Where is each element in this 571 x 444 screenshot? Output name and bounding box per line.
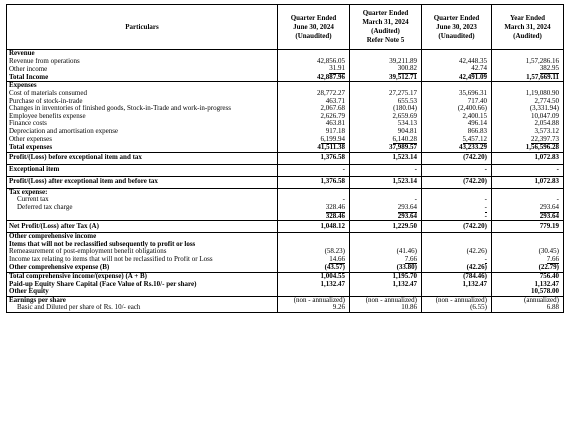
- row-value-col4: [492, 264, 564, 272]
- row-label: Purchase of stock-in-trade: [7, 98, 278, 106]
- cell-value: -: [484, 196, 487, 204]
- row-value-col1: [278, 113, 350, 121]
- cell-value: 300.82: [397, 65, 417, 73]
- row-value-col2: [350, 74, 422, 82]
- row-value-col4: [492, 256, 564, 265]
- row-eps-head: [7, 296, 564, 304]
- row-value-col2: [350, 136, 422, 145]
- row-value-col1: [278, 204, 350, 213]
- cell-value: 37,989.57: [389, 144, 417, 152]
- cell-value: (non - annualized): [365, 296, 417, 304]
- row-label: Total expenses: [7, 144, 278, 152]
- financial-results-table: [6, 4, 564, 313]
- row-label: Expenses: [7, 82, 278, 90]
- row-total-expenses: [7, 144, 564, 152]
- row-value-col3: [422, 196, 492, 204]
- table-body: [7, 50, 564, 313]
- cell-value: 43,233.29: [459, 144, 487, 152]
- cell-value: (30.45): [538, 248, 559, 256]
- row-value-col3: [422, 128, 492, 136]
- row-value-col3: [422, 82, 492, 90]
- row-value-col2: [350, 113, 422, 121]
- header-quarter-jun-2024: Quarter Ended June 30, 2024 (Unaudited): [278, 5, 350, 50]
- cell-value: (3,331.94): [529, 105, 559, 113]
- cell-value: -: [414, 165, 417, 174]
- row-remeasurement: [7, 248, 564, 256]
- row-value-col2: [350, 128, 422, 136]
- row-changes-inventories: [7, 105, 564, 113]
- row-other-expenses: [7, 136, 564, 145]
- cell-value: 293.64: [397, 203, 417, 211]
- cell-value: 42,856.05: [317, 57, 345, 65]
- row-value-col1: [278, 296, 350, 304]
- row-label: Employee benefits expense: [7, 113, 278, 121]
- row-employee-benefits: [7, 113, 564, 121]
- row-value-col3: [422, 144, 492, 152]
- cell-value: 10,578.00: [531, 288, 559, 296]
- row-value-col3: [422, 65, 492, 74]
- row-label: Current tax: [7, 196, 278, 204]
- row-profit-after-exceptional: [7, 176, 564, 188]
- row-value-col4: [492, 281, 564, 289]
- cell-value: 6,199.94: [320, 135, 345, 143]
- cell-value: 10.86: [401, 304, 417, 312]
- row-value-col1: [278, 304, 350, 312]
- row-net-profit: [7, 221, 564, 233]
- row-value-col3: [422, 98, 492, 106]
- row-value-col3: [422, 288, 492, 296]
- cell-value: 293.64: [539, 203, 559, 211]
- cell-value: -: [342, 196, 345, 204]
- row-value-col4: [492, 241, 564, 249]
- row-value-col4: [492, 296, 564, 304]
- row-value-col4: [492, 58, 564, 66]
- cell-value: 1,132.47: [534, 280, 559, 288]
- row-value-col2: [350, 233, 422, 241]
- financial-results-sheet: [6, 4, 563, 313]
- cell-value: 293.64: [397, 212, 417, 220]
- row-paid-up-capital: [7, 281, 564, 289]
- row-value-col4: [492, 176, 564, 188]
- row-label: Other Equity: [7, 288, 278, 296]
- cell-value: 756.40: [539, 272, 559, 281]
- row-finance-costs: [7, 120, 564, 128]
- row-value-col4: [492, 213, 564, 221]
- row-value-col1: [278, 105, 350, 113]
- row-value-col3: [422, 233, 492, 241]
- row-label: Finance costs: [7, 120, 278, 128]
- row-value-col3: [422, 113, 492, 121]
- row-oci-items-head: [7, 241, 564, 249]
- row-label: Revenue: [7, 50, 278, 58]
- cell-value: 28,772.27: [317, 89, 345, 97]
- row-value-col4: [492, 98, 564, 106]
- header-particulars: Particulars: [7, 5, 278, 50]
- row-label: Other income: [7, 65, 278, 74]
- row-value-col1: [278, 128, 350, 136]
- cell-value: 779.19: [539, 221, 559, 230]
- cell-value: 717.40: [467, 97, 487, 105]
- row-value-col1: [278, 74, 350, 82]
- row-label: Other expenses: [7, 136, 278, 145]
- row-label: Revenue from operations: [7, 58, 278, 66]
- row-value-col2: [350, 264, 422, 272]
- cell-value: -: [414, 196, 417, 204]
- row-value-col1: [278, 213, 350, 221]
- row-label: Income tax relating to items that will not be reclassified to Profit or Loss: [7, 256, 278, 265]
- row-value-col1: [278, 82, 350, 90]
- cell-value: 35,696.31: [459, 89, 487, 97]
- row-value-col1: [278, 90, 350, 98]
- row-label: Changes in inventories of finished goods, Stock-in-Trade and work-in-progress: [7, 105, 278, 113]
- cell-value: 31.91: [329, 65, 345, 73]
- cell-value: (2,400.66): [457, 105, 487, 113]
- cell-value: (742.20): [463, 153, 487, 162]
- row-value-col4: [492, 74, 564, 82]
- row-value-col3: [422, 264, 492, 272]
- cell-value: (41.46): [396, 248, 417, 256]
- row-label: Profit/(Loss) before exceptional item and tax: [7, 152, 278, 164]
- header-quarter-jun-2023: Quarter Ended June 30, 2023 (Unaudited): [422, 5, 492, 50]
- cell-value: (non - annualized): [293, 296, 345, 304]
- row-value-col3: [422, 74, 492, 82]
- cell-value: 463.71: [325, 97, 345, 105]
- row-value-col4: [492, 136, 564, 145]
- row-value-col1: [278, 281, 350, 289]
- row-label: Other comprehensive income: [7, 233, 278, 241]
- row-income-tax-oci: [7, 256, 564, 265]
- row-exceptional-item: [7, 164, 564, 176]
- row-oci-head: [7, 233, 564, 241]
- cell-value: (42.26): [466, 264, 487, 272]
- row-value-col2: [350, 273, 422, 281]
- row-value-col3: [422, 90, 492, 98]
- cell-value: 496.14: [467, 120, 487, 128]
- cell-value: 22,397.73: [531, 135, 559, 143]
- row-current-tax: [7, 196, 564, 204]
- row-label: Profit/(Loss) after exceptional item and before tax: [7, 176, 278, 188]
- row-value-col1: [278, 256, 350, 265]
- row-value-col4: [492, 288, 564, 296]
- row-value-col2: [350, 58, 422, 66]
- row-value-col4: [492, 248, 564, 256]
- cell-value: 1,004.55: [320, 272, 345, 281]
- header-quarter-mar-2024: Quarter Ended March 31, 2024 (Audited) Refer Note 5: [350, 5, 422, 50]
- row-value-col3: [422, 58, 492, 66]
- row-value-col3: [422, 204, 492, 213]
- row-value-col4: [492, 120, 564, 128]
- row-value-col3: [422, 248, 492, 256]
- row-value-col4: [492, 144, 564, 152]
- cell-value: 27,275.17: [389, 89, 417, 97]
- cell-value: (784.46): [463, 272, 487, 281]
- cell-value: 10,047.09: [531, 112, 559, 120]
- row-value-col1: [278, 58, 350, 66]
- cell-value: 904.81: [397, 127, 417, 135]
- cell-value: (742.20): [463, 177, 487, 186]
- row-value-col4: [492, 65, 564, 74]
- row-value-col4: [492, 105, 564, 113]
- row-value-col2: [350, 98, 422, 106]
- cell-value: 1,132.47: [320, 280, 345, 288]
- row-value-col2: [350, 304, 422, 312]
- row-profit-before-exceptional: [7, 152, 564, 164]
- cell-value: 2,054.88: [534, 120, 559, 128]
- row-other-equity: [7, 288, 564, 296]
- row-value-col3: [422, 136, 492, 145]
- cell-value: 1,57,286.16: [525, 57, 559, 65]
- cell-value: (annualized): [524, 296, 559, 304]
- row-label: Total Income: [7, 74, 278, 82]
- row-value-col3: [422, 221, 492, 233]
- cell-value: -: [484, 212, 487, 220]
- row-total-comprehensive: [7, 273, 564, 281]
- row-other-income: [7, 65, 564, 74]
- row-depreciation: [7, 128, 564, 136]
- row-value-col1: [278, 152, 350, 164]
- table-header-row: [7, 5, 564, 50]
- row-value-col3: [422, 176, 492, 188]
- row-label: Cost of materials consumed: [7, 90, 278, 98]
- row-value-col2: [350, 204, 422, 213]
- row-value-col3: [422, 296, 492, 304]
- cell-value: (43.57): [324, 264, 345, 272]
- cell-value: 3,573.12: [534, 127, 559, 135]
- cell-value: 1,376.58: [320, 153, 345, 162]
- row-value-col2: [350, 188, 422, 196]
- row-value-col3: [422, 188, 492, 196]
- cell-value: 463.81: [325, 120, 345, 128]
- row-value-col3: [422, 50, 492, 58]
- row-value-col4: [492, 196, 564, 204]
- cell-value: (180.04): [393, 105, 417, 113]
- row-label: Items that will not be reclassified subsequently to profit or loss: [7, 241, 278, 249]
- row-value-col2: [350, 256, 422, 265]
- cell-value: 1,376.58: [320, 177, 345, 186]
- row-label: Net Profit/(Loss) after Tax (A): [7, 221, 278, 233]
- cell-value: 382.95: [539, 65, 559, 73]
- cell-value: 328.46: [325, 203, 345, 211]
- cell-value: 1,19,080.90: [525, 89, 559, 97]
- row-revenue-head: [7, 50, 564, 58]
- cell-value: 1,523.14: [392, 177, 417, 186]
- row-value-col2: [350, 65, 422, 74]
- row-value-col2: [350, 241, 422, 249]
- cell-value: -: [484, 165, 487, 174]
- row-value-col4: [492, 188, 564, 196]
- cell-value: 2,400.15: [462, 112, 487, 120]
- cell-value: 6,140.28: [392, 135, 417, 143]
- cell-value: 7.66: [546, 255, 559, 263]
- row-label: Depreciation and amortisation expense: [7, 128, 278, 136]
- cell-value: 1,523.14: [392, 153, 417, 162]
- row-value-col2: [350, 105, 422, 113]
- cell-value: 917.18: [325, 127, 345, 135]
- row-value-col1: [278, 136, 350, 145]
- row-value-col1: [278, 241, 350, 249]
- row-expenses-head: [7, 82, 564, 90]
- row-eps-basic: [7, 304, 564, 312]
- row-purchase-stock: [7, 98, 564, 106]
- cell-value: 2,659.69: [392, 112, 417, 120]
- row-value-col2: [350, 281, 422, 289]
- row-label: Basic and Diluted per share of Rs. 10/- each: [7, 304, 278, 312]
- row-value-col4: [492, 233, 564, 241]
- cell-value: (742.20): [463, 221, 487, 230]
- row-value-col1: [278, 65, 350, 74]
- cell-value: 1,072.83: [534, 153, 559, 162]
- cell-value: -: [556, 196, 559, 204]
- row-value-col4: [492, 204, 564, 213]
- header-year-mar-2024: Year Ended March 31, 2024 (Audited): [492, 5, 564, 50]
- cell-value: 14.66: [329, 255, 345, 263]
- cell-value: 1,132.47: [392, 280, 417, 288]
- row-value-col2: [350, 152, 422, 164]
- row-total-income: [7, 74, 564, 82]
- row-value-col2: [350, 213, 422, 221]
- row-value-col3: [422, 152, 492, 164]
- cell-value: 328.46: [325, 212, 345, 220]
- cell-value: -: [484, 255, 487, 263]
- row-label: [7, 213, 278, 221]
- cell-value: 2,774.50: [534, 97, 559, 105]
- cell-value: 534.13: [397, 120, 417, 128]
- row-value-col1: [278, 233, 350, 241]
- row-value-col4: [492, 164, 564, 176]
- cell-value: 1,57,669.11: [526, 73, 559, 81]
- row-value-col3: [422, 105, 492, 113]
- cell-value: -: [484, 203, 487, 211]
- row-value-col1: [278, 176, 350, 188]
- row-label: Paid-up Equity Share Capital (Face Value of Rs.10/- per share): [7, 281, 278, 289]
- row-value-col1: [278, 144, 350, 152]
- cell-value: 1,229.50: [392, 221, 417, 230]
- row-value-col2: [350, 50, 422, 58]
- row-revenue-ops: [7, 58, 564, 66]
- row-tax-total: [7, 213, 564, 221]
- cell-value: 41,511.38: [317, 144, 345, 152]
- row-value-col3: [422, 164, 492, 176]
- cell-value: 42,887.96: [317, 73, 345, 81]
- cell-value: -: [342, 165, 345, 174]
- cell-value: 1,048.12: [320, 221, 345, 230]
- row-value-col1: [278, 98, 350, 106]
- row-cost-materials: [7, 90, 564, 98]
- row-value-col3: [422, 304, 492, 312]
- row-value-col2: [350, 288, 422, 296]
- row-value-col2: [350, 248, 422, 256]
- row-label: Deferred tax charge: [7, 204, 278, 213]
- row-value-col1: [278, 196, 350, 204]
- row-value-col2: [350, 296, 422, 304]
- row-label: Other comprehensive expense (B): [7, 264, 278, 272]
- row-value-col3: [422, 256, 492, 265]
- cell-value: (42.26): [466, 248, 487, 256]
- cell-value: 42,491.09: [459, 73, 487, 81]
- cell-value: (6.55): [470, 304, 487, 312]
- row-value-col1: [278, 288, 350, 296]
- cell-value: 655.53: [397, 97, 417, 105]
- cell-value: 39,211.89: [389, 57, 417, 65]
- cell-value: 7.66: [404, 255, 417, 263]
- row-value-col2: [350, 82, 422, 90]
- row-value-col1: [278, 221, 350, 233]
- row-value-col4: [492, 50, 564, 58]
- row-value-col1: [278, 164, 350, 176]
- cell-value: 1,195.70: [392, 272, 417, 281]
- row-tax-head: [7, 188, 564, 196]
- cell-value: 1,132.47: [462, 280, 487, 288]
- row-value-col1: [278, 188, 350, 196]
- row-value-col3: [422, 281, 492, 289]
- cell-value: (22.79): [538, 264, 559, 272]
- cell-value: (58.23): [324, 248, 345, 256]
- cell-value: 2,626.79: [320, 112, 345, 120]
- cell-value: 42,448.35: [459, 57, 487, 65]
- row-label: Earnings per share: [7, 296, 278, 304]
- row-value-col4: [492, 152, 564, 164]
- cell-value: 9.26: [332, 304, 345, 312]
- cell-value: -: [556, 165, 559, 174]
- row-value-col4: [492, 113, 564, 121]
- row-value-col4: [492, 304, 564, 312]
- row-label: Total comprehensive income/(expense) (A + B): [7, 273, 278, 281]
- row-value-col3: [422, 241, 492, 249]
- row-value-col1: [278, 248, 350, 256]
- cell-value: 6.88: [546, 304, 559, 312]
- row-value-col1: [278, 273, 350, 281]
- cell-value: 866.83: [467, 127, 487, 135]
- row-value-col4: [492, 90, 564, 98]
- row-label: Remeasurement of post-employment benefit obligations: [7, 248, 278, 256]
- row-oci-total: [7, 264, 564, 272]
- row-value-col1: [278, 50, 350, 58]
- cell-value: 293.64: [539, 212, 559, 220]
- row-value-col4: [492, 221, 564, 233]
- cell-value: (non - annualized): [435, 296, 487, 304]
- row-value-col2: [350, 90, 422, 98]
- row-value-col2: [350, 176, 422, 188]
- cell-value: 39,512.71: [389, 73, 417, 81]
- row-label: Tax expense:: [7, 188, 278, 196]
- cell-value: 1,56,596.28: [525, 144, 559, 152]
- row-value-col3: [422, 120, 492, 128]
- row-value-col3: [422, 213, 492, 221]
- row-value-col2: [350, 221, 422, 233]
- row-deferred-tax: [7, 204, 564, 213]
- row-value-col2: [350, 120, 422, 128]
- cell-value: (33.80): [396, 264, 417, 272]
- row-value-col4: [492, 273, 564, 281]
- cell-value: 5,457.12: [462, 135, 487, 143]
- row-value-col1: [278, 264, 350, 272]
- cell-value: 1,072.83: [534, 177, 559, 186]
- row-value-col2: [350, 144, 422, 152]
- row-value-col4: [492, 128, 564, 136]
- row-label: Exceptional item: [7, 164, 278, 176]
- row-value-col4: [492, 82, 564, 90]
- row-value-col2: [350, 164, 422, 176]
- row-value-col1: [278, 120, 350, 128]
- row-value-col3: [422, 273, 492, 281]
- cell-value: 42.74: [471, 65, 487, 73]
- row-value-col2: [350, 196, 422, 204]
- cell-value: 2,067.68: [320, 105, 345, 113]
